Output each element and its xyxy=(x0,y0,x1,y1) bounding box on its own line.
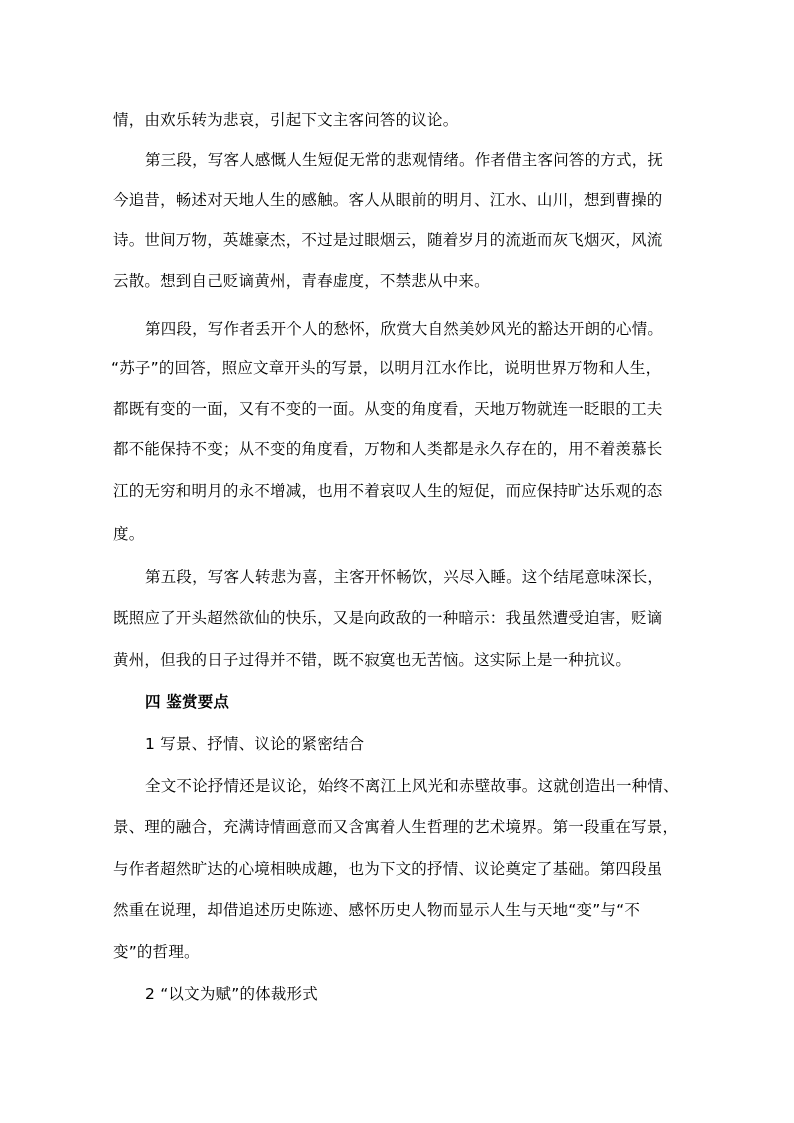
text-line-13: 既照应了开头超然欲仙的快乐，又是向政敌的一种暗示：我虽然遭受迫害，贬谪 xyxy=(113,609,663,627)
text-line-3: 今追昔，畅述对天地人生的感触。客人从眼前的明月、江水、山川，想到曹操的 xyxy=(113,191,663,209)
text-line-18: 景、理的融合，充满诗情画意而又含寓着人生哲理的艺术境界。第一段重在写景， xyxy=(113,818,679,836)
text-line-19: 与作者超然旷达的心境相映成趣，也为下文的抒情、议论奠定了基础。第四段虽 xyxy=(113,860,663,878)
subsection-heading-1: 1 写景、抒情、议论的紧密结合 xyxy=(145,735,365,753)
text-line-5: 云散。想到自己贬谪黄州，青春虚度，不禁悲从中来。 xyxy=(113,272,490,290)
text-line-17: 全文不论抒情还是议论，始终不离江上风光和赤壁故事。这就创造出一种情、 xyxy=(145,777,679,795)
text-line-10: 江的无穷和明月的永不增减，也用不着哀叹人生的短促，而应保持旷达乐观的态 xyxy=(113,482,663,500)
text-line-4: 诗。世间万物，英雄豪杰，不过是过眼烟云，随着岁月的流逝而灰飞烟灭，风流 xyxy=(113,231,663,249)
text-line-14: 黄州，但我的日子过得并不错，既不寂寞也无苦恼。这实际上是一种抗议。 xyxy=(113,651,632,669)
text-line-7: “苏子”的回答，照应文章开头的写景，以明月江水作比，说明世界万物和人生， xyxy=(111,359,662,377)
text-line-20: 然重在说理，却借追述历史陈迹、感怀历史人物而显示人生与天地“变”与“不 xyxy=(113,901,641,919)
section-heading: 四 鉴赏要点 xyxy=(145,693,230,711)
text-line-9: 都不能保持不变；从不变的角度看，万物和人类都是永久存在的，用不着羡慕长 xyxy=(113,440,663,458)
text-line-2: 第三段，写客人感慨人生短促无常的悲观情绪。作者借主客问答的方式，抚 xyxy=(145,151,664,169)
subsection-heading-2: 2 “以文为赋”的体裁形式 xyxy=(145,985,318,1003)
text-line-6: 第四段，写作者丢开个人的愁怀，欣赏大自然美妙风光的豁达开朗的心情。 xyxy=(145,320,664,338)
text-line-21: 变”的哲理。 xyxy=(113,943,200,961)
text-line-1: 情，由欢乐转为悲哀，引起下文主客问答的议论。 xyxy=(113,111,459,129)
text-line-12: 第五段，写客人转悲为喜，主客开怀畅饮，兴尽入睡。这个结尾意味深长， xyxy=(145,568,664,586)
text-line-11: 度。 xyxy=(113,525,145,543)
text-line-8: 都既有变的一面，又有不变的一面。从变的角度看，天地万物就连一眨眼的工夫 xyxy=(113,400,663,418)
